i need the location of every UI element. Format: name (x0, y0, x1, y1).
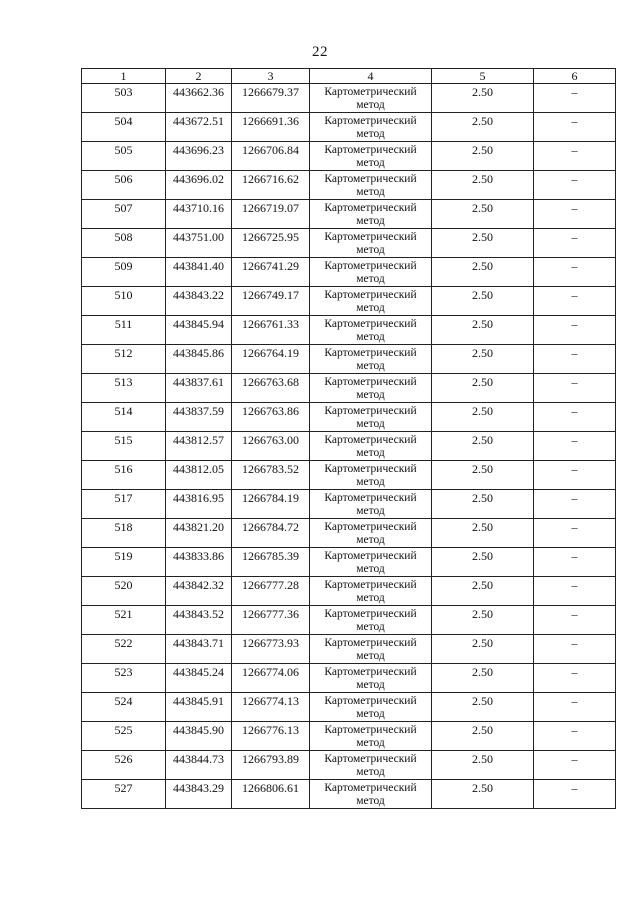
point-number-cell: 525 (82, 722, 166, 751)
accuracy-cell: 2.50 (432, 432, 534, 461)
method-text-line2: метод (356, 447, 385, 459)
table-row (82, 84, 616, 113)
method-cell (310, 606, 432, 635)
x-coordinate-cell: 443842.32 (166, 577, 232, 606)
column-header-2: 2 (166, 69, 232, 84)
point-number-cell: 515 (82, 432, 166, 461)
x-coordinate-cell: 443845.91 (166, 693, 232, 722)
accuracy-cell: 2.50 (432, 780, 534, 809)
method-cell (310, 258, 432, 287)
table-body (82, 84, 616, 809)
accuracy-cell: 2.50 (432, 200, 534, 229)
point-number-cell: 511 (82, 316, 166, 345)
description-cell: – (534, 722, 616, 751)
point-number-cell: 518 (82, 519, 166, 548)
method-cell (310, 200, 432, 229)
accuracy-cell: 2.50 (432, 171, 534, 200)
y-coordinate-cell: 1266784.72 (232, 519, 310, 548)
table-row (82, 200, 616, 229)
method-text-line2: метод (356, 389, 385, 401)
method-text-line1: Картометрический (324, 289, 417, 301)
table-row (82, 258, 616, 287)
description-cell: – (534, 548, 616, 577)
description-cell: – (534, 229, 616, 258)
method-cell (310, 113, 432, 142)
table-row (82, 722, 616, 751)
table-row (82, 780, 616, 809)
y-coordinate-cell: 1266773.93 (232, 635, 310, 664)
point-number-cell: 508 (82, 229, 166, 258)
accuracy-cell: 2.50 (432, 577, 534, 606)
point-number-cell: 510 (82, 287, 166, 316)
accuracy-cell: 2.50 (432, 374, 534, 403)
description-cell: – (534, 693, 616, 722)
description-cell: – (534, 606, 616, 635)
table-row (82, 316, 616, 345)
method-text-line2: метод (356, 766, 385, 778)
description-cell: – (534, 113, 616, 142)
y-coordinate-cell: 1266725.95 (232, 229, 310, 258)
method-cell (310, 548, 432, 577)
x-coordinate-cell: 443672.51 (166, 113, 232, 142)
coordinates-table (81, 68, 616, 809)
method-cell (310, 519, 432, 548)
point-number-cell: 527 (82, 780, 166, 809)
accuracy-cell: 2.50 (432, 519, 534, 548)
y-coordinate-cell: 1266776.13 (232, 722, 310, 751)
method-text-line2: метод (356, 302, 385, 314)
x-coordinate-cell: 443843.29 (166, 780, 232, 809)
method-text-line1: Картометрический (324, 666, 417, 678)
accuracy-cell: 2.50 (432, 229, 534, 258)
y-coordinate-cell: 1266774.13 (232, 693, 310, 722)
method-text-line1: Картометрический (324, 405, 417, 417)
method-cell (310, 577, 432, 606)
table-row (82, 403, 616, 432)
table-row (82, 113, 616, 142)
accuracy-cell: 2.50 (432, 142, 534, 171)
method-text-line1: Картометрический (324, 202, 417, 214)
method-text-line1: Картометрический (324, 260, 417, 272)
point-number-cell: 514 (82, 403, 166, 432)
method-cell (310, 84, 432, 113)
table-row (82, 374, 616, 403)
x-coordinate-cell: 443843.22 (166, 287, 232, 316)
table-row (82, 229, 616, 258)
y-coordinate-cell: 1266785.39 (232, 548, 310, 577)
method-text-line1: Картометрический (324, 231, 417, 243)
method-cell (310, 171, 432, 200)
table-row (82, 751, 616, 780)
y-coordinate-cell: 1266761.33 (232, 316, 310, 345)
method-text-line2: метод (356, 331, 385, 343)
x-coordinate-cell: 443812.57 (166, 432, 232, 461)
method-text-line1: Картометрический (324, 550, 417, 562)
accuracy-cell: 2.50 (432, 345, 534, 374)
y-coordinate-cell: 1266774.06 (232, 664, 310, 693)
y-coordinate-cell: 1266763.86 (232, 403, 310, 432)
x-coordinate-cell: 443844.73 (166, 751, 232, 780)
x-coordinate-cell: 443837.61 (166, 374, 232, 403)
table-row (82, 345, 616, 374)
column-header-1: 1 (82, 69, 166, 84)
method-text-line2: метод (356, 215, 385, 227)
method-text-line2: метод (356, 737, 385, 749)
x-coordinate-cell: 443816.95 (166, 490, 232, 519)
method-text-line1: Картометрический (324, 608, 417, 620)
description-cell: – (534, 519, 616, 548)
column-header-5: 5 (432, 69, 534, 84)
table-row (82, 577, 616, 606)
method-cell (310, 287, 432, 316)
x-coordinate-cell: 443751.00 (166, 229, 232, 258)
method-text-line2: метод (356, 244, 385, 256)
y-coordinate-cell: 1266784.19 (232, 490, 310, 519)
description-cell: – (534, 490, 616, 519)
accuracy-cell: 2.50 (432, 316, 534, 345)
column-header-6: 6 (534, 69, 616, 84)
description-cell: – (534, 461, 616, 490)
description-cell: – (534, 577, 616, 606)
method-cell (310, 432, 432, 461)
x-coordinate-cell: 443845.86 (166, 345, 232, 374)
point-number-cell: 516 (82, 461, 166, 490)
point-number-cell: 504 (82, 113, 166, 142)
description-cell: – (534, 200, 616, 229)
point-number-cell: 509 (82, 258, 166, 287)
point-number-cell: 503 (82, 84, 166, 113)
method-text-line2: метод (356, 157, 385, 169)
x-coordinate-cell: 443662.36 (166, 84, 232, 113)
y-coordinate-cell: 1266763.00 (232, 432, 310, 461)
point-number-cell: 507 (82, 200, 166, 229)
y-coordinate-cell: 1266783.52 (232, 461, 310, 490)
y-coordinate-cell: 1266764.19 (232, 345, 310, 374)
method-text-line1: Картометрический (324, 695, 417, 707)
method-text-line1: Картометрический (324, 463, 417, 475)
method-text-line1: Картометрический (324, 376, 417, 388)
table-row (82, 432, 616, 461)
method-text-line2: метод (356, 650, 385, 662)
method-text-line1: Картометрический (324, 724, 417, 736)
x-coordinate-cell: 443845.94 (166, 316, 232, 345)
method-text-line2: метод (356, 505, 385, 517)
method-cell (310, 316, 432, 345)
table-row (82, 171, 616, 200)
description-cell: – (534, 432, 616, 461)
y-coordinate-cell: 1266749.17 (232, 287, 310, 316)
method-cell (310, 635, 432, 664)
method-cell (310, 780, 432, 809)
method-text-line2: метод (356, 563, 385, 575)
method-cell (310, 461, 432, 490)
table-row (82, 461, 616, 490)
table-row (82, 519, 616, 548)
method-text-line1: Картометрический (324, 115, 417, 127)
table-row (82, 693, 616, 722)
table-row (82, 664, 616, 693)
method-text-line1: Картометрический (324, 637, 417, 649)
x-coordinate-cell: 443696.02 (166, 171, 232, 200)
y-coordinate-cell: 1266706.84 (232, 142, 310, 171)
description-cell: – (534, 171, 616, 200)
y-coordinate-cell: 1266741.29 (232, 258, 310, 287)
method-text-line2: метод (356, 476, 385, 488)
method-text-line2: метод (356, 128, 385, 140)
y-coordinate-cell: 1266806.61 (232, 780, 310, 809)
accuracy-cell: 2.50 (432, 722, 534, 751)
point-number-cell: 517 (82, 490, 166, 519)
x-coordinate-cell: 443710.16 (166, 200, 232, 229)
x-coordinate-cell: 443841.40 (166, 258, 232, 287)
table-row (82, 287, 616, 316)
x-coordinate-cell: 443843.71 (166, 635, 232, 664)
method-cell (310, 229, 432, 258)
x-coordinate-cell: 443696.23 (166, 142, 232, 171)
accuracy-cell: 2.50 (432, 548, 534, 577)
description-cell: – (534, 345, 616, 374)
y-coordinate-cell: 1266691.36 (232, 113, 310, 142)
point-number-cell: 522 (82, 635, 166, 664)
method-cell (310, 142, 432, 171)
method-text-line2: метод (356, 679, 385, 691)
method-text-line1: Картометрический (324, 521, 417, 533)
method-cell (310, 722, 432, 751)
accuracy-cell: 2.50 (432, 490, 534, 519)
x-coordinate-cell: 443843.52 (166, 606, 232, 635)
method-cell (310, 693, 432, 722)
x-coordinate-cell: 443821.20 (166, 519, 232, 548)
description-cell: – (534, 374, 616, 403)
page-number: 22 (312, 44, 328, 60)
description-cell: – (534, 635, 616, 664)
accuracy-cell: 2.50 (432, 258, 534, 287)
method-text-line2: метод (356, 273, 385, 285)
accuracy-cell: 2.50 (432, 84, 534, 113)
method-cell (310, 490, 432, 519)
description-cell: – (534, 316, 616, 345)
accuracy-cell: 2.50 (432, 693, 534, 722)
method-text-line1: Картометрический (324, 753, 417, 765)
description-cell: – (534, 258, 616, 287)
method-text-line1: Картометрический (324, 434, 417, 446)
method-text-line2: метод (356, 795, 385, 807)
accuracy-cell: 2.50 (432, 403, 534, 432)
method-text-line2: метод (356, 186, 385, 198)
description-cell: – (534, 664, 616, 693)
method-text-line1: Картометрический (324, 579, 417, 591)
accuracy-cell: 2.50 (432, 664, 534, 693)
table-header-row (82, 69, 616, 84)
accuracy-cell: 2.50 (432, 287, 534, 316)
accuracy-cell: 2.50 (432, 635, 534, 664)
method-text-line2: метод (356, 708, 385, 720)
x-coordinate-cell: 443845.90 (166, 722, 232, 751)
table-row (82, 142, 616, 171)
x-coordinate-cell: 443845.24 (166, 664, 232, 693)
method-text-line2: метод (356, 360, 385, 372)
accuracy-cell: 2.50 (432, 751, 534, 780)
method-text-line2: метод (356, 99, 385, 111)
y-coordinate-cell: 1266679.37 (232, 84, 310, 113)
point-number-cell: 524 (82, 693, 166, 722)
point-number-cell: 519 (82, 548, 166, 577)
description-cell: – (534, 84, 616, 113)
point-number-cell: 526 (82, 751, 166, 780)
y-coordinate-cell: 1266719.07 (232, 200, 310, 229)
method-cell (310, 403, 432, 432)
accuracy-cell: 2.50 (432, 113, 534, 142)
table-row (82, 490, 616, 519)
method-text-line1: Картометрический (324, 318, 417, 330)
method-cell (310, 751, 432, 780)
method-cell (310, 664, 432, 693)
method-text-line1: Картометрический (324, 144, 417, 156)
method-text-line1: Картометрический (324, 173, 417, 185)
description-cell: – (534, 780, 616, 809)
y-coordinate-cell: 1266777.28 (232, 577, 310, 606)
method-text-line1: Картометрический (324, 492, 417, 504)
y-coordinate-cell: 1266716.62 (232, 171, 310, 200)
description-cell: – (534, 142, 616, 171)
table-row (82, 548, 616, 577)
description-cell: – (534, 751, 616, 780)
accuracy-cell: 2.50 (432, 606, 534, 635)
x-coordinate-cell: 443812.05 (166, 461, 232, 490)
y-coordinate-cell: 1266763.68 (232, 374, 310, 403)
method-text-line2: метод (356, 418, 385, 430)
point-number-cell: 521 (82, 606, 166, 635)
method-text-line2: метод (356, 592, 385, 604)
method-text-line1: Картометрический (324, 782, 417, 794)
method-text-line2: метод (356, 621, 385, 633)
y-coordinate-cell: 1266793.89 (232, 751, 310, 780)
point-number-cell: 505 (82, 142, 166, 171)
method-text-line2: метод (356, 534, 385, 546)
column-header-3: 3 (232, 69, 310, 84)
table-row (82, 606, 616, 635)
description-cell: – (534, 287, 616, 316)
method-cell (310, 345, 432, 374)
point-number-cell: 523 (82, 664, 166, 693)
x-coordinate-cell: 443833.86 (166, 548, 232, 577)
accuracy-cell: 2.50 (432, 461, 534, 490)
point-number-cell: 506 (82, 171, 166, 200)
x-coordinate-cell: 443837.59 (166, 403, 232, 432)
description-cell: – (534, 403, 616, 432)
y-coordinate-cell: 1266777.36 (232, 606, 310, 635)
table-row (82, 635, 616, 664)
method-text-line1: Картометрический (324, 86, 417, 98)
method-cell (310, 374, 432, 403)
point-number-cell: 512 (82, 345, 166, 374)
point-number-cell: 513 (82, 374, 166, 403)
point-number-cell: 520 (82, 577, 166, 606)
method-text-line1: Картометрический (324, 347, 417, 359)
column-header-4: 4 (310, 69, 432, 84)
